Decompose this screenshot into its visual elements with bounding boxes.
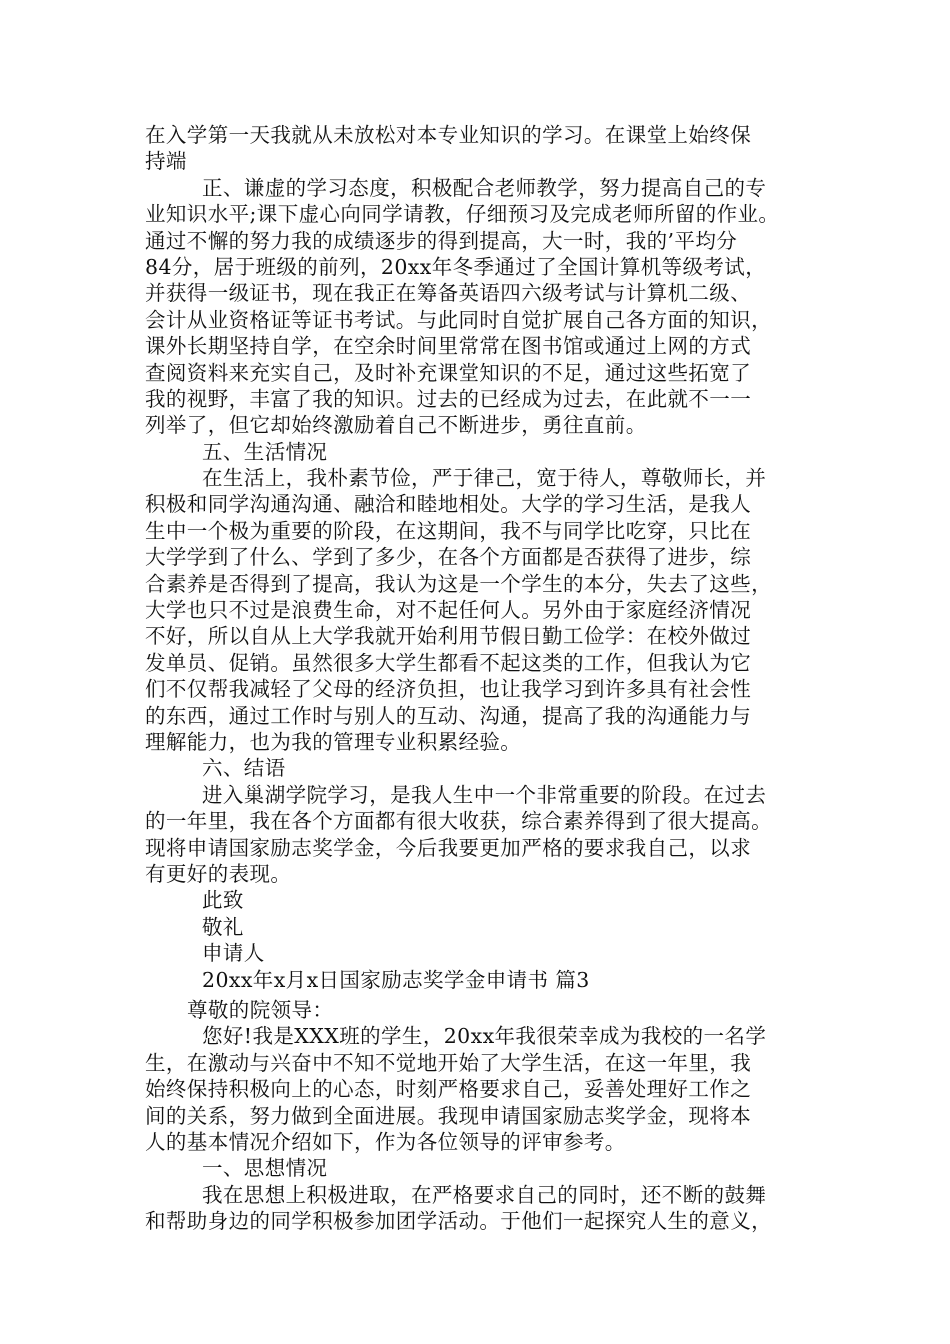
text-line: 正、谦虚的学习态度，积极配合老师教学，努力提高自己的专: [202, 175, 767, 200]
text-line: 我的视野，丰富了我的知识。过去的已经成为过去，在此就不一一: [145, 386, 752, 411]
text-line: 此致: [202, 888, 244, 913]
text-line: 并获得一级证书，现在我正在筹备英语四六级考试与计算机二级、: [145, 281, 752, 306]
text-line: 五、生活情况: [202, 439, 328, 464]
text-line: 现将申请国家励志奖学金，今后我要更加严格的要求我自己，以求: [145, 835, 752, 860]
text-line: 的东西，通过工作时与别人的互动、沟通，提高了我的沟通能力与: [145, 703, 752, 728]
text-line: 大学也只不过是浪费生命，对不起任何人。另外由于家庭经济情况: [145, 598, 752, 623]
text-line: 20xx年x月x日国家励志奖学金申请书 篇3: [202, 967, 590, 992]
text-line: 在入学第一天我就从未放松对本专业知识的学习。在课堂上始终保: [145, 123, 752, 147]
text-line: 和帮助身边的同学积极参加团学活动。于他们一起探究人生的意义，: [145, 1209, 772, 1234]
text-line: 们不仅帮我减轻了父母的经济负担，也让我学习到许多具有社会性: [145, 677, 752, 702]
text-line: 84分，居于班级的前列，20xx年冬季通过了全国计算机等级考试，: [145, 254, 767, 279]
text-line: 理解能力，也为我的管理专业积累经验。: [145, 729, 522, 754]
text-line: 您好!我是XXX班的学生，20xx年我很荣幸成为我校的一名学: [202, 1024, 767, 1049]
text-line: 通过不懈的努力我的成绩逐步的得到提高，大一时，我的’平均分: [145, 228, 738, 253]
text-line: 尊敬的院领导：: [187, 998, 334, 1022]
text-line: 生中一个极为重要的阶段，在这期间，我不与同学比吃穿，只比在: [145, 518, 752, 543]
text-line: 发单员、促销。虽然很多大学生都看不起这类的工作，但我认为它: [145, 650, 752, 675]
text-line: 间的关系，努力做到全面进展。我现申请国家励志奖学金，现将本: [145, 1103, 752, 1128]
text-line: 的一年里，我在各个方面都有很大收获，综合素养得到了很大提高。: [145, 809, 772, 834]
text-line: 敬礼: [202, 914, 244, 939]
text-line: 六、结语: [202, 756, 286, 781]
text-line: 积极和同学沟通沟通、融洽和睦地相处。大学的学习生活，是我人: [145, 492, 752, 517]
text-line: 课外长期坚持自学，在空余时间里常常在图书馆或通过上网的方式: [145, 334, 752, 359]
text-line: 持端: [145, 149, 187, 174]
text-line: 始终保持积极向上的心态，时刻严格要求自己，妥善处理好工作之: [145, 1077, 752, 1102]
text-line: 在生活上，我朴素节俭，严于律己，宽于待人，尊敬师长，并: [202, 466, 767, 491]
text-line: 我在思想上积极进取，在严格要求自己的同时，还不断的鼓舞: [202, 1182, 767, 1207]
text-line: 申请人: [202, 941, 265, 966]
text-line: 不好，所以自从上大学我就开始利用节假日勤工俭学：在校外做过: [145, 624, 752, 649]
text-line: 合素养是否得到了提高，我认为这是一个学生的本分，失去了这些，: [145, 571, 772, 596]
text-line: 业知识水平;课下虚心向同学请教，仔细预习及完成老师所留的作业。: [145, 202, 780, 227]
text-line: 有更好的表现。: [145, 861, 292, 886]
text-line: 生，在激动与兴奋中不知不觉地开始了大学生活，在这一年里，我: [145, 1050, 752, 1075]
text-line: 一、思想情况: [202, 1156, 328, 1181]
text-line: 会计从业资格证等证书考试。与此同时自觉扩展自己各方面的知识，: [145, 307, 772, 332]
text-line: 人的基本情况介绍如下，作为各位领导的评审参考。: [145, 1129, 626, 1154]
text-line: 进入巢湖学院学习，是我人生中一个非常重要的阶段。在过去: [202, 782, 767, 807]
text-line: 查阅资料来充实自己，及时补充课堂知识的不足，通过这些拓宽了: [145, 360, 752, 385]
document-body-bottom: [145, 997, 825, 1235]
document-body-top: [145, 122, 825, 993]
text-line: 大学学到了什么、学到了多少，在各个方面都是否获得了进步，综: [145, 545, 752, 570]
text-line: 列举了，但它却始终激励着自己不断进步，勇往直前。: [145, 413, 647, 438]
